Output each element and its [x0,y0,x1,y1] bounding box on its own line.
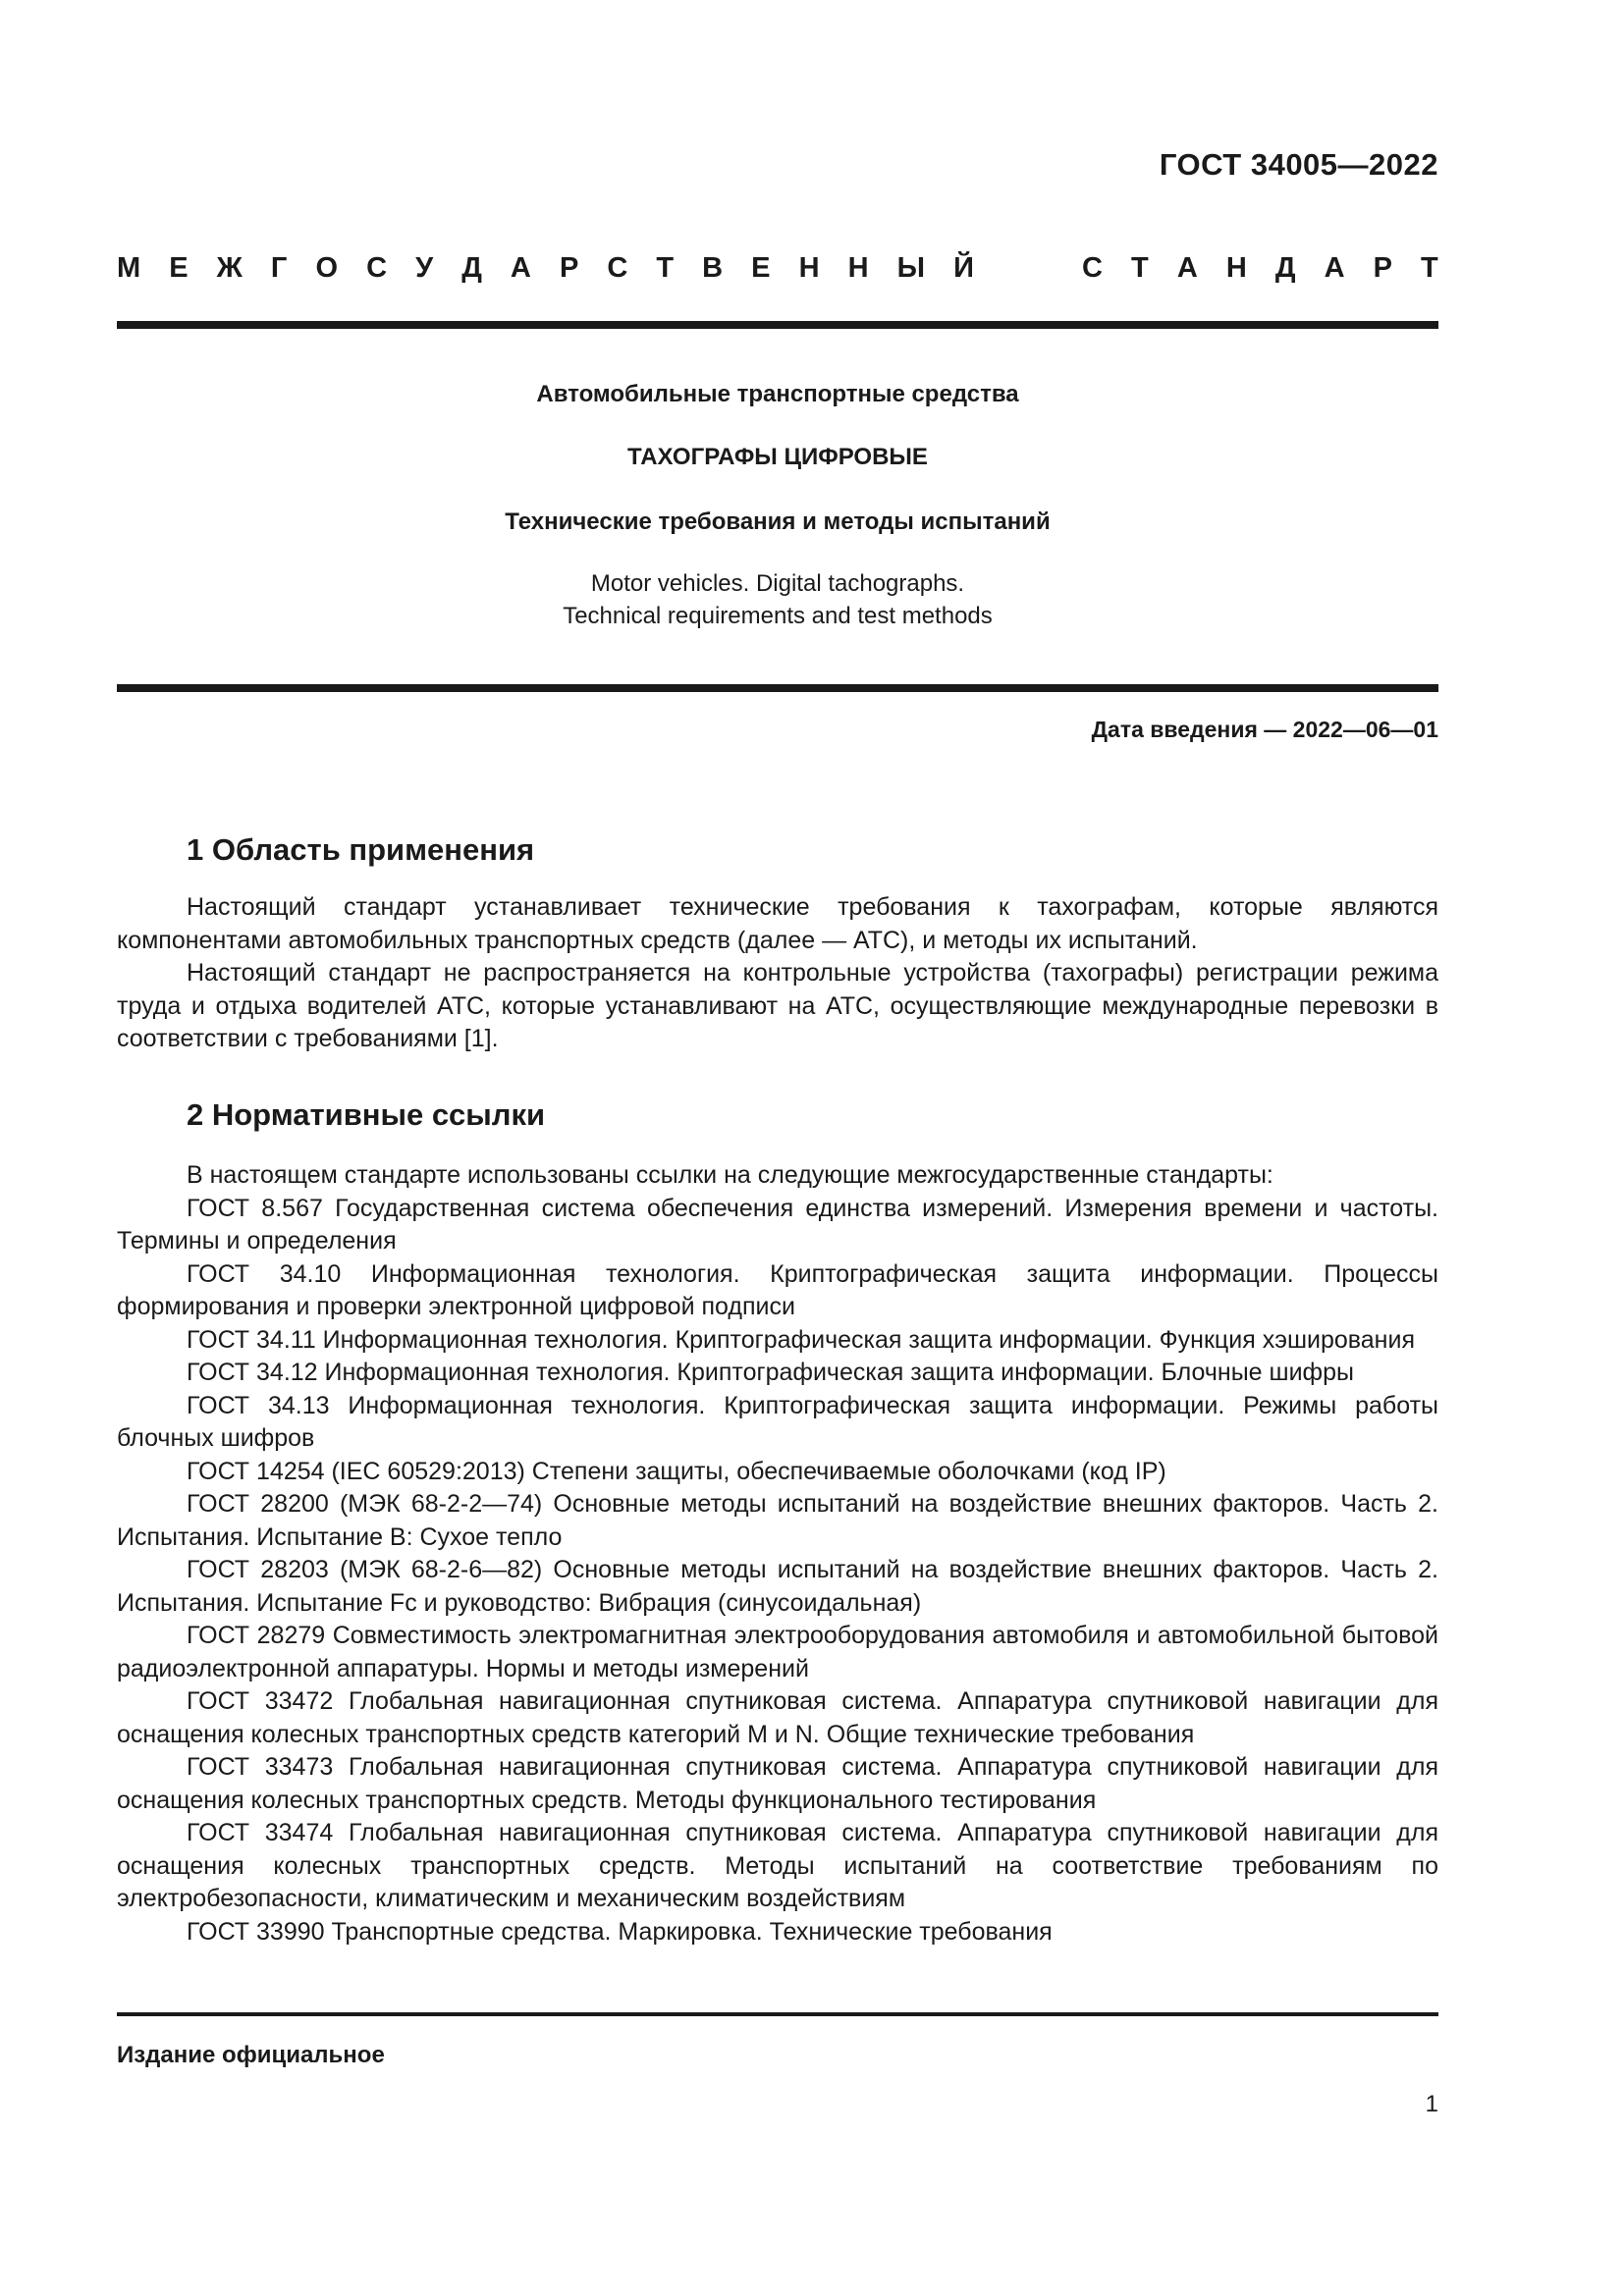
official-edition-label: Издание официальное [117,2042,385,2068]
heading-letter: А [1324,252,1345,284]
section-1-paragraph: Настоящий стандарт устанавливает технические требования к тахографам, которые являются компонентами автомобильных транспортных средств (далее — АТС), и методы их испытаний. [117,893,1438,954]
heading-letter: Н [847,252,869,284]
heading-letter: Н [1225,252,1247,284]
reference-item: ГОСТ 28279 Совместимость электромагнитная электрооборудования автомобиля и автомобильной бытовой радиоэлектронной аппаратуры. Нормы и методы измерений [117,1622,1438,1682]
heading-letter: Р [1373,252,1392,284]
heading-letter: Е [169,252,189,284]
footer-rule [117,2012,1438,2016]
heading-word-gap [1002,252,1054,285]
heading-letter: А [510,252,531,284]
reference-item: ГОСТ 28200 (МЭК 68-2-2—74) Основные методы испытаний на воздействие внешних факторов. Часть 2. Испытания. Испытание В: Сухое тепло [117,1490,1438,1551]
reference-item: ГОСТ 33474 Глобальная навигационная спутниковая система. Аппаратура спутниковой навигации для оснащения колесных транспортных средств. Методы испытаний на соответствие требованиям по электробезопасности, климатическим и механическим воздействиям [117,1819,1438,1912]
heading-letter: Р [559,252,579,284]
reference-item: ГОСТ 34.12 Информационная технология. Криптографическая защита информации. Блочные шифры [187,1359,1354,1386]
heading-letter: С [1082,252,1103,284]
heading-letter: Ж [216,252,243,284]
title-en-line-2: Technical requirements and test methods [563,603,993,629]
title-line-3: Технические требования и методы испытаний [505,508,1051,535]
reference-item: ГОСТ 14254 (IEC 60529:2013) Степени защиты, обеспечиваемые оболочками (код IP) [187,1457,1166,1485]
heading-letter: Й [953,252,974,284]
reference-item: ГОСТ 34.11 Информационная технология. Криптографическая защита информации. Функция хэширования [187,1325,1415,1354]
heading-letter: А [1176,252,1198,284]
heading-letter: С [366,252,388,284]
section-2-body [117,1159,1438,1949]
title-en-line-1: Motor vehicles. Digital tachographs. [590,570,965,597]
reference-item: ГОСТ 33472 Глобальная навигационная спутниковая система. Аппаратура спутниковой навигации для оснащения колесных транспортных средств категорий М и N. Общие технические требования [117,1687,1438,1748]
heading-letter: Д [461,252,482,284]
title-line-1: Автомобильные транспортные средства [536,381,1019,407]
heading-letter: Т [656,252,675,284]
interstate-standard-heading [117,252,1438,285]
heading-letter: Г [270,252,288,284]
heading-letter: С [607,252,628,284]
heading-letter: Е [751,252,771,284]
reference-item: ГОСТ 8.567 Государственная система обеспечения единства измерений. Измерения времени и частоты. Термины и определения [117,1194,1438,1255]
top-rule [117,321,1438,329]
heading-letter: В [702,252,724,284]
section-2-title: 2 Нормативные ссылки [187,1097,546,1132]
section-1-title: 1 Область применения [187,832,535,867]
heading-letter: Н [798,252,820,284]
title-rule [117,684,1438,692]
section-1-body [117,891,1438,1056]
reference-item: ГОСТ 33473 Глобальная навигационная спутниковая система. Аппаратура спутниковой навигации для оснащения колесных транспортных средств. Методы функционального тестирования [117,1753,1438,1814]
title-line-2: ТАХОГРАФЫ ЦИФРОВЫЕ [627,444,928,470]
heading-letter: М [117,252,141,284]
introduction-date: Дата введения — 2022—06—01 [1091,717,1438,742]
reference-item: ГОСТ 33990 Транспортные средства. Маркировка. Технические требования [187,1917,1053,1946]
document-page [117,0,1438,2296]
heading-letter: У [415,252,434,284]
section-1-paragraph: Настоящий стандарт не распространяется на контрольные устройства (тахографы) регистрации режима труда и отдыха водителей АТС, которые устанавливают на АТС, осуществляющие международные перевозки в соответствии с требованиями [1]. [117,959,1438,1052]
gost-number: ГОСТ 34005—2022 [1159,147,1438,182]
heading-letter: Т [1421,252,1438,284]
reference-item: ГОСТ 34.13 Информационная технология. Криптографическая защита информации. Режимы работы блочных шифров [117,1391,1438,1452]
intro-paragraph: В настоящем стандарте использованы ссылки на следующие межгосударственные стандарты: [187,1161,1273,1189]
heading-letter: О [315,252,338,284]
heading-letter: Ы [896,252,925,284]
page-number: 1 [1425,2091,1438,2117]
heading-letter: Д [1274,252,1296,284]
reference-item: ГОСТ 28203 (МЭК 68-2-6—82) Основные методы испытаний на воздействие внешних факторов. Часть 2. Испытания. Испытание Fc и руководство: Вибрация (синусоидальная) [117,1556,1438,1617]
heading-letter: Т [1131,252,1149,284]
reference-item: ГОСТ 34.10 Информационная технология. Криптографическая защита информации. Процессы формирования и проверки электронной цифровой подписи [117,1259,1438,1320]
